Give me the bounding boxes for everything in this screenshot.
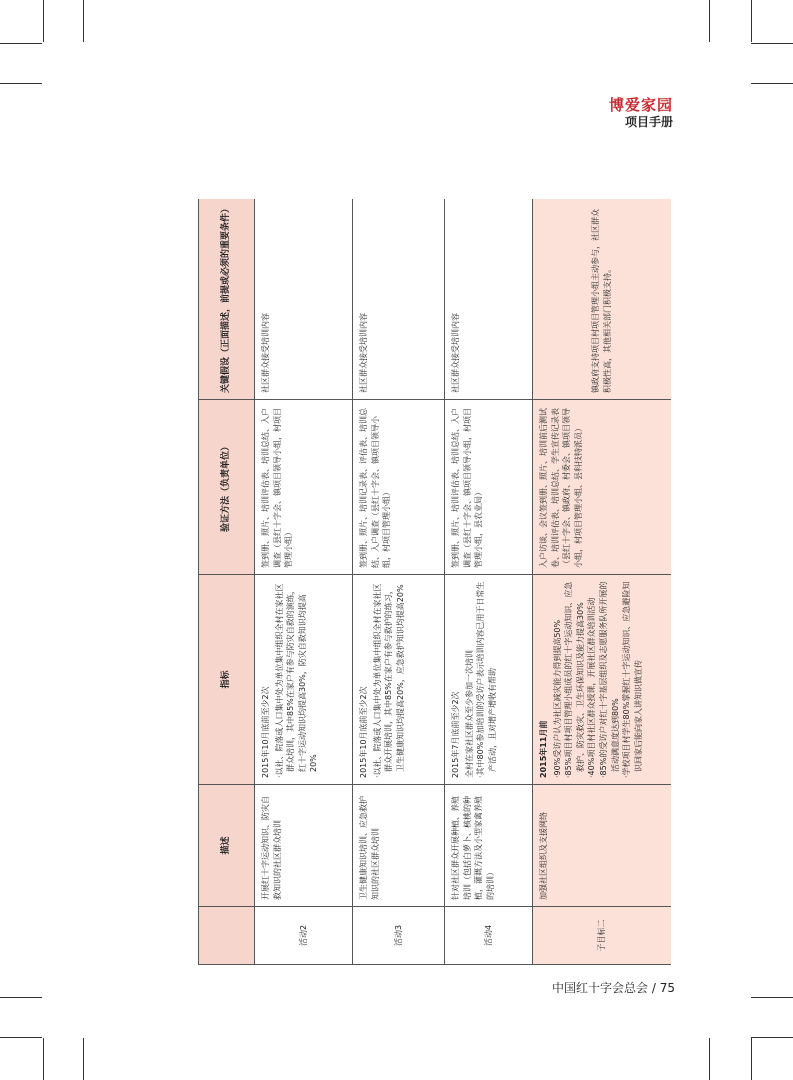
row-id: 活动4 — [445, 907, 533, 965]
row-indicator — [353, 575, 445, 785]
rotated-table — [198, 199, 671, 965]
brand-title: 博爱家园 — [608, 96, 673, 114]
crop-mark — [709, 1038, 710, 1080]
indicator-item: ·85%项目村项目管理小组成员的红十字运动知识、应急救护、防灾救灾、卫生环保知识及能力提高30% — [564, 581, 585, 778]
crop-mark — [0, 43, 42, 44]
crop-mark — [43, 0, 44, 42]
crop-mark — [751, 83, 793, 84]
row-verification: 签到册、照片、培训评估表、培训总结、入户调查（县红十字会、镇项目领导小组，村项目管理小组，县农业局） — [445, 400, 533, 575]
crop-mark — [0, 83, 42, 84]
indicator-item: 全村在家社区群众至少参加一次培训 — [464, 650, 474, 778]
row-verification: 签到册、照片、培训记录表、评估表、培训总结、入户调查（县红十字会、镇项目领导小组，村项目管理小组） — [353, 400, 445, 575]
crop-mark — [83, 0, 84, 42]
crop-mark — [751, 997, 793, 998]
crop-mark — [751, 1037, 793, 1038]
row-verification: 入户访谈、会议签到册、照片、培训前后测试卷、培训评估表、培训总结、学生宣传记录表（县红十字会、镇政府、村委会、镇项目领导小组，村项目管理小组、县科技特派员） — [533, 400, 672, 575]
crop-mark — [751, 1038, 752, 1080]
row-assumption: 社区群众接受培训内容 — [445, 199, 533, 400]
table-row — [255, 199, 353, 965]
brand-subtitle: 项目手册 — [624, 115, 673, 129]
row-assumption: 镇政府支持项目村项目管理小组主动参与，社区群众积极性高，其他相关部门积极支持。 — [533, 199, 672, 400]
row-description: 卫生健康知识培训、应急救护知识的社区群众培训 — [353, 785, 445, 907]
indicator-item: ·以社、院落或人口集中处为单位集中组织全村在家社区群众开展培训，其中85%在家户有参与救护的练习，卫生健康知识均提高20%，应急救护知识均提高20% — [372, 583, 405, 778]
row-description: 开展红十字运动知识、防灾自救知识的社区群众培训 — [255, 785, 353, 907]
indicator-head: 2015年11月前 — [539, 720, 548, 778]
header-col1 — [199, 907, 255, 965]
indicator-item: ·90%受访户认为社区减灾能力得到提高50% — [552, 619, 562, 778]
indicator-item: ·85%的受访户对红十字基层组织及志愿服务队所开展的活动满意度达到80% — [598, 581, 620, 778]
row-assumption: 社区群众接受培训内容 — [255, 199, 353, 400]
crop-mark — [0, 997, 42, 998]
indicator-head: 2015年10月底前至少2次 — [261, 686, 270, 778]
logframe-table-container — [198, 199, 671, 965]
page-footer: 中国红十字会总会 / 75 — [552, 981, 675, 995]
row-id: 活动2 — [255, 907, 353, 965]
header-assumption: 关键假设（正面描述，前提或必须的重要条件） — [199, 199, 255, 400]
table-header-row — [199, 199, 255, 965]
row-id: 活动3 — [353, 907, 445, 965]
table-row — [445, 199, 533, 965]
row-id: 子目标二 — [533, 907, 672, 965]
logframe-table — [198, 199, 671, 965]
indicator-head: 2015年10月底前至少2次 — [359, 686, 368, 778]
indicator-head: 2015年7月底前至少2次 — [451, 691, 460, 778]
row-description: 针对社区群众开展种植、养殖培训（包括白萝卜、核桃的种植，灌溉方法及小型家禽养殖的培训） — [445, 785, 533, 907]
indicator-item: ·学校项目村学生80%掌握红十字运动知识、应急避险知识回家后能向家人讲知识做宣传 — [622, 581, 643, 778]
indicator-item: ·40%项目村社区群众授课，开展社区群众培训活动 — [587, 597, 597, 778]
table-row — [533, 199, 672, 965]
crop-mark — [83, 1038, 84, 1080]
crop-mark — [43, 1038, 44, 1080]
row-indicator — [533, 575, 672, 785]
indicator-item: ·以社、院落或人口集中处为单位集中组织全村在家社区群众培训，其中85%在家户有参与防灾自救的演练，红十字运动知识均提高30%，防灾自救知识均提高20% — [274, 583, 319, 778]
table-row — [353, 199, 445, 965]
row-indicator — [445, 575, 533, 785]
crop-mark — [751, 43, 793, 44]
crop-mark — [0, 1037, 42, 1038]
crop-mark — [751, 0, 752, 42]
row-description: 加强社区组织及支援网络 — [533, 785, 672, 907]
header-verification: 验证方法（负责单位） — [199, 400, 255, 575]
indicator-item: ·其中80%参加培训的受访户表示培训内容已用于日常生产活动，且对增产增收有帮助 — [476, 581, 497, 778]
row-verification: 签到册、照片、培训评估表、培训总结、入户调查（县红十字会、镇项目领导小组，村项目管理小组） — [255, 400, 353, 575]
header-indicator: 指标 — [199, 575, 255, 785]
crop-mark — [709, 0, 710, 42]
row-indicator — [255, 575, 353, 785]
row-assumption: 社区群众接受培训内容 — [353, 199, 445, 400]
header-description: 描述 — [199, 785, 255, 907]
